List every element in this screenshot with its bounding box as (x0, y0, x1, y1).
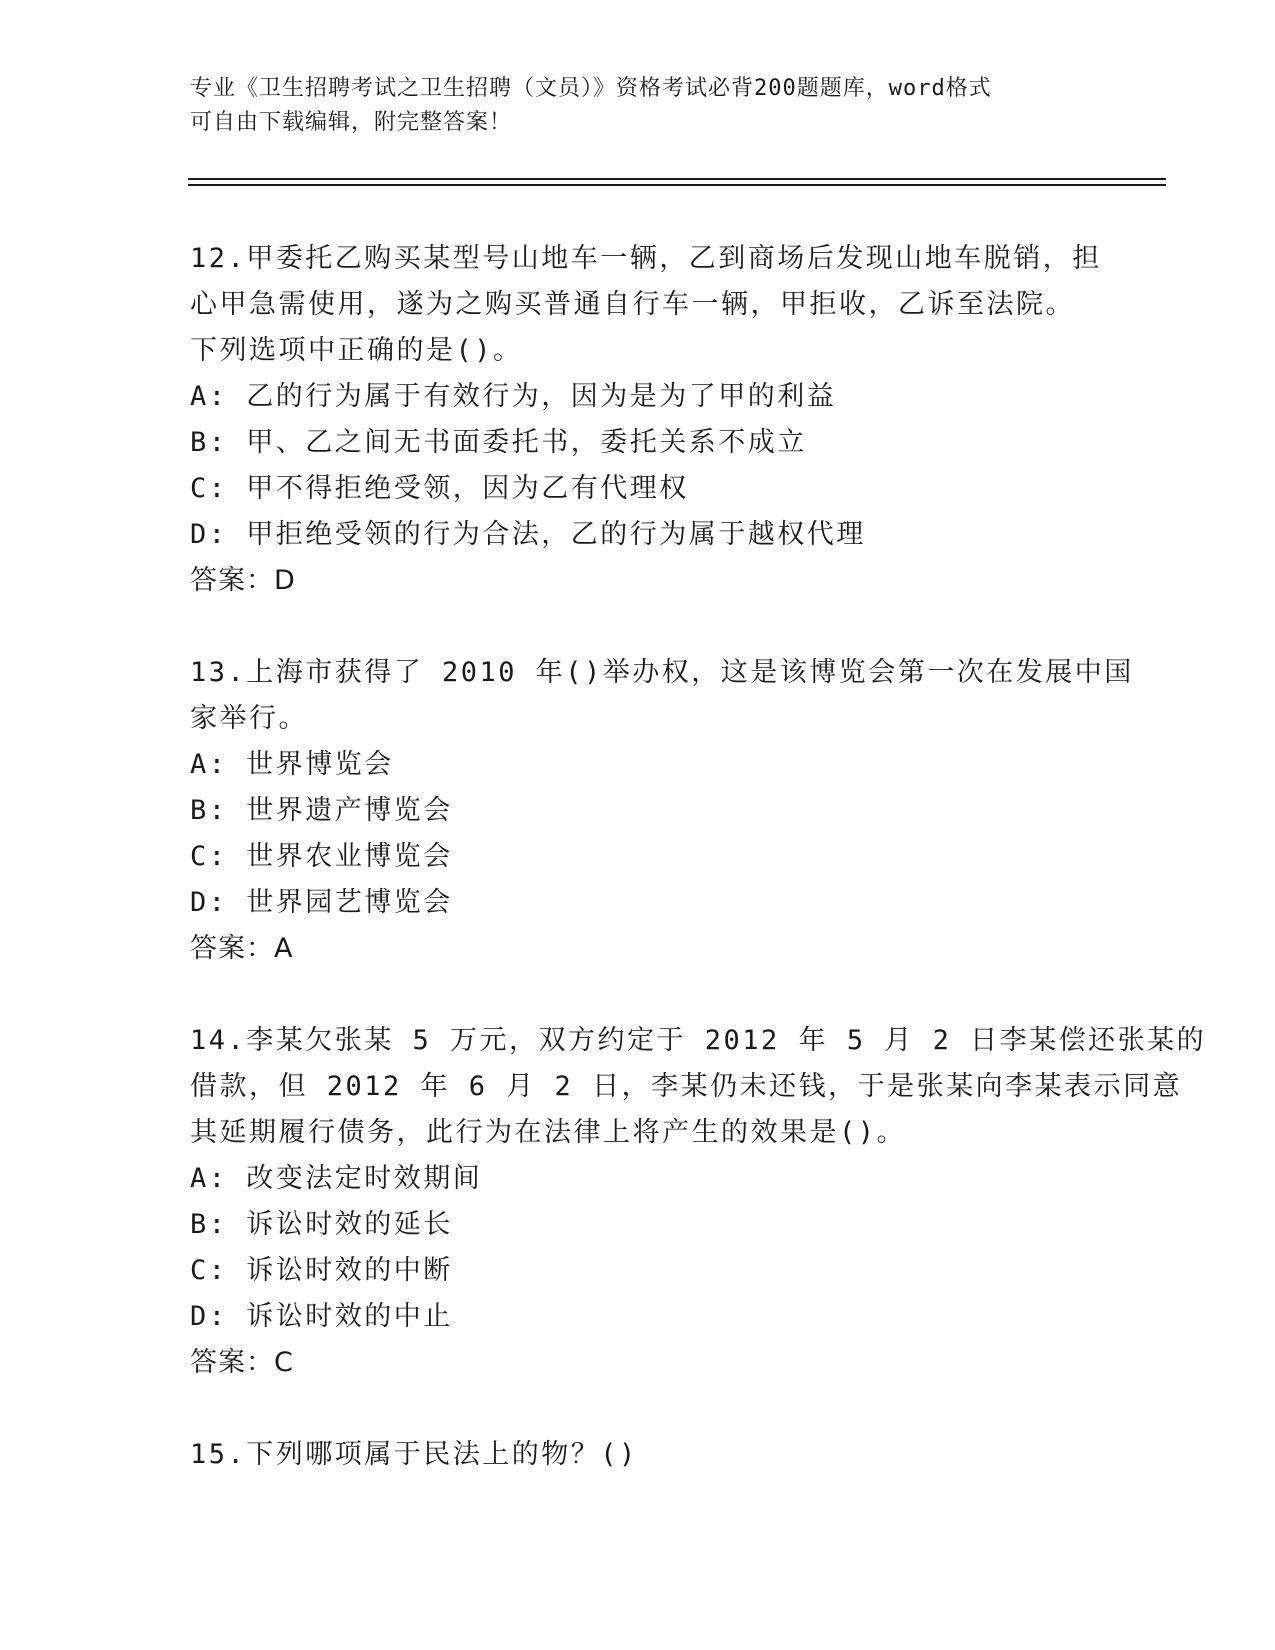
option-c: C: 诉讼时效的中断 (190, 1255, 453, 1286)
question-12 (190, 236, 1130, 604)
question-text: 心甲急需使用，遂为之购买普通自行车一辆，甲拒收，乙诉至法院。 (190, 289, 1075, 320)
option-d: D: 甲拒绝受领的行为合法，乙的行为属于越权代理 (190, 519, 866, 550)
question-14 (190, 1018, 1207, 1386)
answer: 答案：C (190, 1347, 294, 1378)
option-c: C: 世界农业博览会 (190, 841, 453, 872)
question-text: 14.李某欠张某 5 万元，双方约定于 2012 年 5 月 2 日李某偿还张某的 (190, 1025, 1207, 1056)
answer: 答案：A (190, 933, 294, 964)
document-header (190, 72, 1090, 140)
answer: 答案：D (190, 565, 296, 596)
option-a: A: 改变法定时效期间 (190, 1163, 483, 1194)
header-line: 可自由下载编辑，附完整答案！ (190, 110, 513, 135)
question-text: 13.上海市获得了 2010 年()举办权，这是该博览会第一次在发展中国 (190, 657, 1134, 688)
question-15 (190, 1432, 1130, 1478)
question-text: 15.下列哪项属于民法上的物？() (190, 1439, 638, 1470)
header-line: 专业《卫生招聘考试之卫生招聘（文员）》资格考试必背200题题库，word格式 (190, 76, 992, 101)
option-b: B: 世界遗产博览会 (190, 795, 453, 826)
question-13 (190, 650, 1134, 972)
option-b: B: 诉讼时效的延长 (190, 1209, 453, 1240)
header-divider-top (188, 178, 1166, 180)
question-text: 下列选项中正确的是()。 (190, 335, 523, 366)
question-text: 其延期履行债务，此行为在法律上将产生的效果是()。 (190, 1117, 907, 1148)
option-a: A: 乙的行为属于有效行为，因为是为了甲的利益 (190, 381, 837, 412)
question-text: 12.甲委托乙购买某型号山地车一辆，乙到商场后发现山地车脱销，担 (190, 243, 1102, 274)
option-a: A: 世界博览会 (190, 749, 394, 780)
option-c: C: 甲不得拒绝受领，因为乙有代理权 (190, 473, 689, 504)
option-b: B: 甲、乙之间无书面委托书，委托关系不成立 (190, 427, 807, 458)
question-list (190, 236, 1207, 1524)
option-d: D: 世界园艺博览会 (190, 887, 453, 918)
question-text: 借款，但 2012 年 6 月 2 日，李某仍未还钱，于是张某向李某表示同意 (190, 1071, 1183, 1102)
header-divider-bottom (188, 184, 1166, 186)
question-text: 家举行。 (190, 703, 308, 734)
option-d: D: 诉讼时效的中止 (190, 1301, 453, 1332)
